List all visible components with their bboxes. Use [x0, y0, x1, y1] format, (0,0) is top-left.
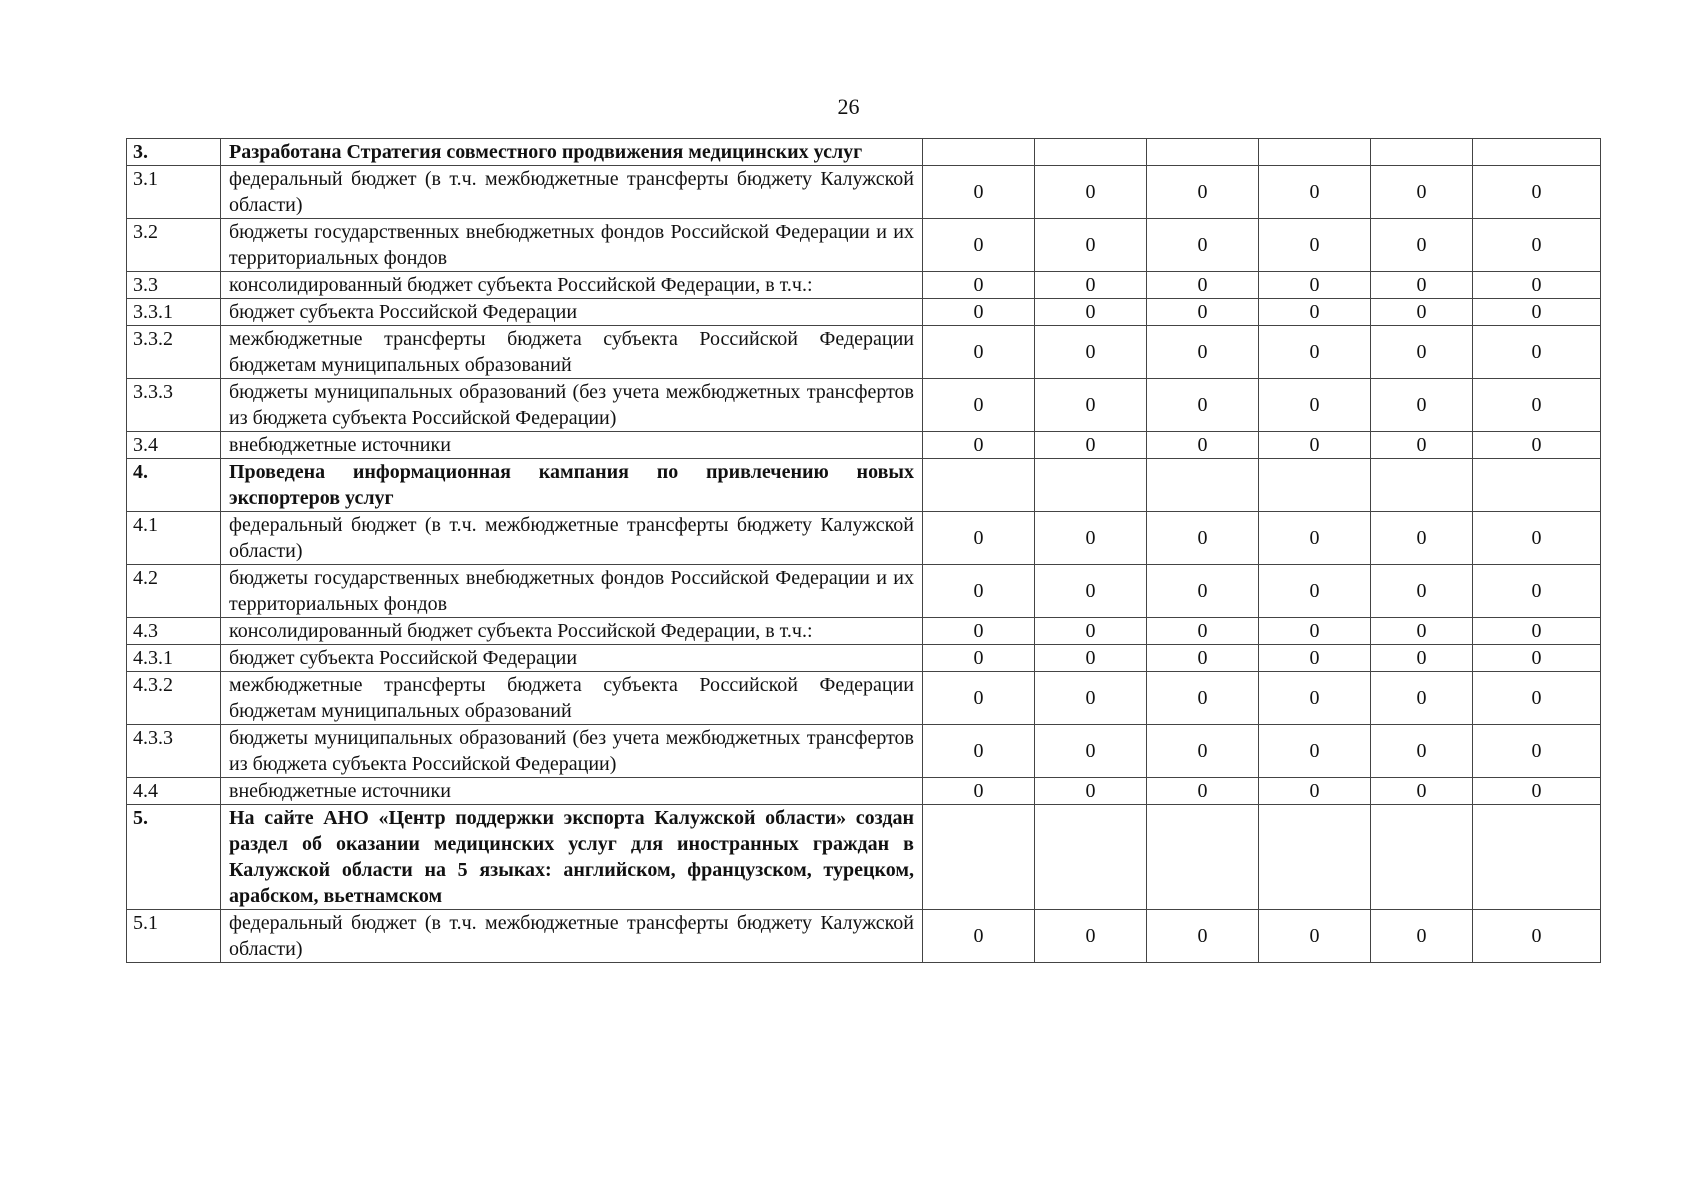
value-cell: 0: [1147, 512, 1259, 565]
value-cell: [1147, 805, 1259, 910]
value-cell: 0: [1473, 272, 1601, 299]
value-cell: 0: [1259, 565, 1371, 618]
value-cell: [923, 139, 1035, 166]
table-row: [127, 139, 1601, 166]
value-cell: 0: [1371, 379, 1473, 432]
table-row: [127, 618, 1601, 645]
row-number-cell: 4.3.1: [127, 645, 221, 672]
row-description-cell: бюджет субъекта Российской Федерации: [221, 645, 923, 672]
value-cell: 0: [1259, 512, 1371, 565]
row-number-cell: 4.3.3: [127, 725, 221, 778]
value-cell: [1473, 139, 1601, 166]
value-cell: [1473, 805, 1601, 910]
value-cell: 0: [1371, 778, 1473, 805]
value-cell: 0: [1473, 326, 1601, 379]
value-cell: 0: [923, 219, 1035, 272]
value-cell: 0: [1473, 565, 1601, 618]
value-cell: 0: [1473, 778, 1601, 805]
value-cell: 0: [1473, 725, 1601, 778]
row-description-cell: Разработана Стратегия совместного продвижения медицинских услуг: [221, 139, 923, 166]
value-cell: 0: [1259, 379, 1371, 432]
row-description-cell: бюджет субъекта Российской Федерации: [221, 299, 923, 326]
row-number-cell: 4.: [127, 459, 221, 512]
table-row: [127, 459, 1601, 512]
value-cell: 0: [1473, 379, 1601, 432]
value-cell: 0: [923, 326, 1035, 379]
value-cell: 0: [1147, 272, 1259, 299]
row-number-cell: 5.1: [127, 910, 221, 963]
value-cell: 0: [1371, 166, 1473, 219]
value-cell: [1147, 139, 1259, 166]
value-cell: 0: [1259, 778, 1371, 805]
value-cell: 0: [1147, 910, 1259, 963]
value-cell: 0: [923, 166, 1035, 219]
value-cell: 0: [923, 565, 1035, 618]
value-cell: [923, 459, 1035, 512]
value-cell: [1035, 805, 1147, 910]
value-cell: 0: [1371, 432, 1473, 459]
value-cell: 0: [923, 778, 1035, 805]
value-cell: 0: [1035, 910, 1147, 963]
row-number-cell: 3.: [127, 139, 221, 166]
value-cell: 0: [1473, 219, 1601, 272]
table-row: [127, 778, 1601, 805]
value-cell: 0: [1473, 618, 1601, 645]
page-number: 26: [837, 94, 860, 119]
value-cell: 0: [1147, 432, 1259, 459]
value-cell: 0: [1035, 778, 1147, 805]
row-number-cell: 3.4: [127, 432, 221, 459]
value-cell: 0: [1371, 725, 1473, 778]
row-description-cell: консолидированный бюджет субъекта Российской Федерации, в т.ч.:: [221, 618, 923, 645]
row-number-cell: 3.1: [127, 166, 221, 219]
value-cell: [1259, 139, 1371, 166]
value-cell: 0: [1035, 432, 1147, 459]
table-row: [127, 910, 1601, 963]
value-cell: 0: [1371, 565, 1473, 618]
value-cell: 0: [1147, 219, 1259, 272]
table-row: [127, 326, 1601, 379]
table-row: [127, 219, 1601, 272]
value-cell: [1473, 459, 1601, 512]
row-number-cell: 3.3: [127, 272, 221, 299]
value-cell: 0: [1259, 272, 1371, 299]
table-row: [127, 512, 1601, 565]
value-cell: 0: [1035, 672, 1147, 725]
value-cell: [1259, 805, 1371, 910]
value-cell: 0: [1147, 565, 1259, 618]
table-row: [127, 299, 1601, 326]
table-body: [127, 139, 1601, 963]
value-cell: 0: [1147, 299, 1259, 326]
row-description-cell: бюджеты государственных внебюджетных фондов Российской Федерации и их территориальных фондов: [221, 219, 923, 272]
row-number-cell: 4.3.2: [127, 672, 221, 725]
value-cell: 0: [1371, 645, 1473, 672]
value-cell: 0: [1035, 565, 1147, 618]
table-row: [127, 725, 1601, 778]
value-cell: 0: [1473, 512, 1601, 565]
value-cell: 0: [1147, 725, 1259, 778]
row-description-cell: консолидированный бюджет субъекта Российской Федерации, в т.ч.:: [221, 272, 923, 299]
value-cell: 0: [1259, 910, 1371, 963]
value-cell: 0: [1035, 219, 1147, 272]
value-cell: 0: [923, 725, 1035, 778]
row-number-cell: 3.3.2: [127, 326, 221, 379]
value-cell: 0: [923, 910, 1035, 963]
value-cell: 0: [1473, 672, 1601, 725]
value-cell: 0: [923, 645, 1035, 672]
value-cell: [923, 805, 1035, 910]
row-description-cell: бюджеты государственных внебюджетных фондов Российской Федерации и их территориальных фондов: [221, 565, 923, 618]
value-cell: 0: [1035, 326, 1147, 379]
value-cell: 0: [1473, 166, 1601, 219]
value-cell: 0: [1035, 272, 1147, 299]
value-cell: [1371, 805, 1473, 910]
row-description-cell: Проведена информационная кампания по привлечению новых экспортеров услуг: [221, 459, 923, 512]
table-row: [127, 166, 1601, 219]
value-cell: 0: [1147, 379, 1259, 432]
row-description-cell: внебюджетные источники: [221, 432, 923, 459]
value-cell: 0: [923, 672, 1035, 725]
row-description-cell: бюджеты муниципальных образований (без учета межбюджетных трансфертов из бюджета субъекта Российской Федерации): [221, 725, 923, 778]
row-number-cell: 3.2: [127, 219, 221, 272]
value-cell: 0: [923, 272, 1035, 299]
row-number-cell: 4.4: [127, 778, 221, 805]
row-description-cell: федеральный бюджет (в т.ч. межбюджетные трансферты бюджету Калужской области): [221, 166, 923, 219]
value-cell: [1371, 459, 1473, 512]
row-description-cell: федеральный бюджет (в т.ч. межбюджетные трансферты бюджету Калужской области): [221, 512, 923, 565]
value-cell: 0: [1147, 672, 1259, 725]
value-cell: 0: [1147, 618, 1259, 645]
table-row: [127, 565, 1601, 618]
row-number-cell: 5.: [127, 805, 221, 910]
value-cell: 0: [1473, 910, 1601, 963]
value-cell: [1371, 139, 1473, 166]
value-cell: 0: [1259, 219, 1371, 272]
value-cell: 0: [1035, 618, 1147, 645]
value-cell: 0: [1147, 778, 1259, 805]
value-cell: 0: [1473, 432, 1601, 459]
value-cell: 0: [1473, 645, 1601, 672]
row-number-cell: 4.3: [127, 618, 221, 645]
value-cell: 0: [923, 299, 1035, 326]
table-row: [127, 272, 1601, 299]
value-cell: 0: [1147, 326, 1259, 379]
row-description-cell: внебюджетные источники: [221, 778, 923, 805]
value-cell: 0: [1473, 299, 1601, 326]
value-cell: 0: [1035, 299, 1147, 326]
value-cell: 0: [1259, 326, 1371, 379]
value-cell: 0: [1259, 432, 1371, 459]
value-cell: 0: [1371, 512, 1473, 565]
row-number-cell: 4.1: [127, 512, 221, 565]
value-cell: 0: [1371, 910, 1473, 963]
budget-table: [126, 138, 1601, 963]
row-number-cell: 4.2: [127, 565, 221, 618]
value-cell: 0: [1035, 512, 1147, 565]
table-row: [127, 432, 1601, 459]
value-cell: [1147, 459, 1259, 512]
value-cell: 0: [923, 379, 1035, 432]
value-cell: 0: [1371, 272, 1473, 299]
value-cell: 0: [1147, 166, 1259, 219]
value-cell: 0: [923, 618, 1035, 645]
value-cell: 0: [1035, 379, 1147, 432]
value-cell: 0: [1371, 299, 1473, 326]
row-description-cell: бюджеты муниципальных образований (без учета межбюджетных трансфертов из бюджета субъекта Российской Федерации): [221, 379, 923, 432]
value-cell: 0: [1147, 645, 1259, 672]
row-description-cell: межбюджетные трансферты бюджета субъекта Российской Федерации бюджетам муниципальных образований: [221, 672, 923, 725]
value-cell: 0: [1371, 219, 1473, 272]
row-description-cell: межбюджетные трансферты бюджета субъекта Российской Федерации бюджетам муниципальных образований: [221, 326, 923, 379]
row-number-cell: 3.3.1: [127, 299, 221, 326]
value-cell: [1259, 459, 1371, 512]
table-row: [127, 805, 1601, 910]
value-cell: [1035, 459, 1147, 512]
value-cell: 0: [1259, 672, 1371, 725]
value-cell: 0: [1371, 618, 1473, 645]
value-cell: 0: [1259, 299, 1371, 326]
table-row: [127, 645, 1601, 672]
value-cell: 0: [1035, 725, 1147, 778]
value-cell: 0: [923, 432, 1035, 459]
value-cell: 0: [1035, 645, 1147, 672]
row-number-cell: 3.3.3: [127, 379, 221, 432]
value-cell: 0: [1371, 326, 1473, 379]
value-cell: 0: [1371, 672, 1473, 725]
row-description-cell: федеральный бюджет (в т.ч. межбюджетные трансферты бюджету Калужской области): [221, 910, 923, 963]
value-cell: [1035, 139, 1147, 166]
value-cell: 0: [1259, 166, 1371, 219]
value-cell: 0: [1259, 725, 1371, 778]
table-row: [127, 379, 1601, 432]
value-cell: 0: [1259, 618, 1371, 645]
row-description-cell: На сайте АНО «Центр поддержки экспорта Калужской области» создан раздел об оказании медицинских услуг для иностранных граждан в Калужской области на 5 языках: английском, французском, турецком, арабском, вьетнамском: [221, 805, 923, 910]
table-row: [127, 672, 1601, 725]
value-cell: 0: [923, 512, 1035, 565]
value-cell: 0: [1259, 645, 1371, 672]
value-cell: 0: [1035, 166, 1147, 219]
